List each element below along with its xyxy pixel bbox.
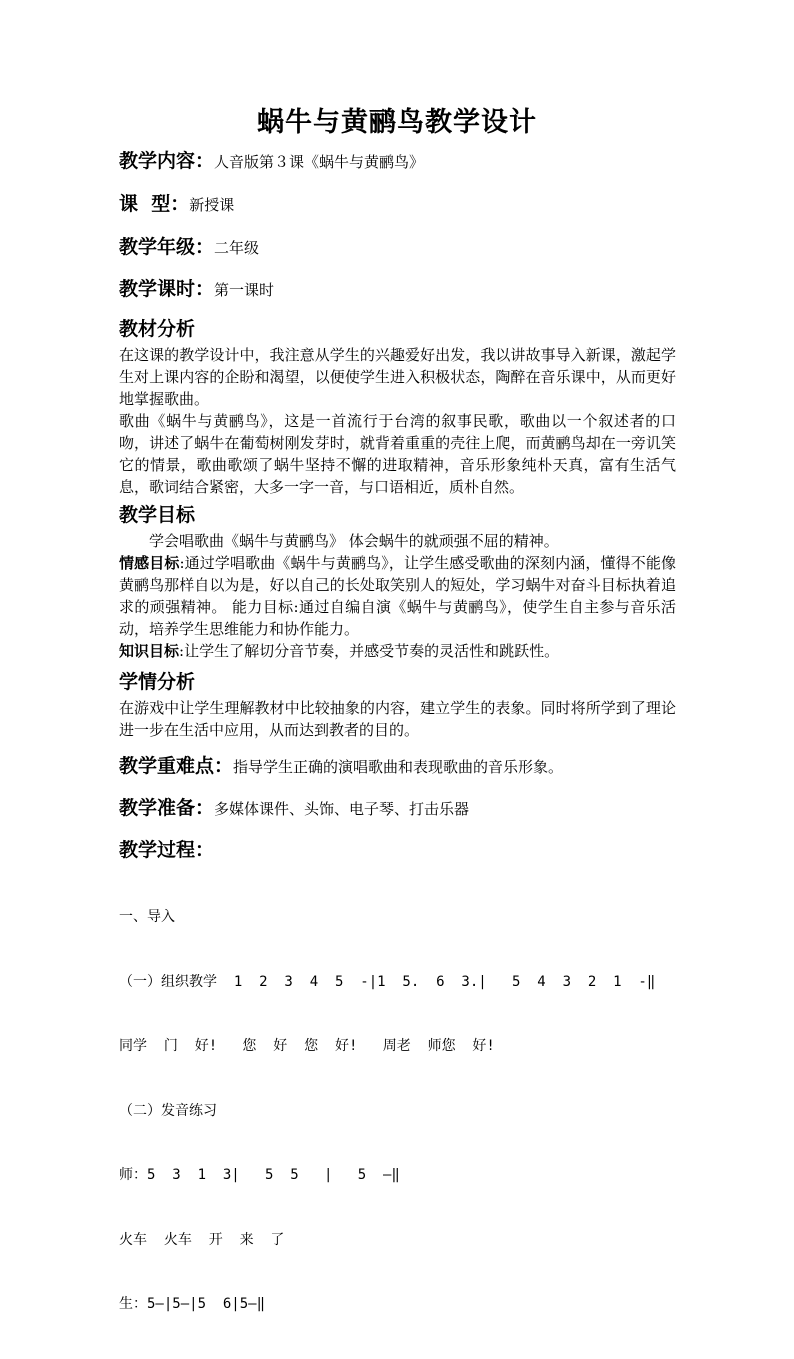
analysis-paragraph: 在这课的教学设计中，我注意从学生的兴趣爱好出发，我以讲故事导入新课，激起学生对上课内容的企盼和渴望，以便使学生进入积极状态，陶醉在音乐课中，从而更好地掌握歌曲。	[119, 346, 676, 408]
info-type	[119, 189, 676, 216]
knowledge-goal	[119, 640, 676, 662]
info-value: 二年级	[214, 239, 260, 257]
knowledge-label: 知识目标	[119, 642, 180, 660]
process-line: 火车 火车 开 来 了	[119, 1231, 285, 1248]
info-content	[119, 146, 676, 173]
info-value: 新授课	[189, 196, 235, 214]
key-points	[119, 751, 676, 778]
info-label: 课 型：	[119, 193, 190, 215]
preparation	[119, 793, 676, 820]
emotion-label: 情感目标	[119, 554, 180, 572]
info-hours	[119, 274, 676, 301]
goals-body	[119, 530, 676, 662]
process-line: 师：5 3 1 3| 5 5 | 5 —‖	[119, 1167, 400, 1183]
situation-body: 在游戏中让学生理解教材中比较抽象的内容，建立学生的表象。同时将所学到了理论进一步在生活中应用，从而达到教者的目的。	[119, 699, 676, 739]
preparation-label: 教学准备：	[119, 797, 215, 819]
knowledge-text: :让学生了解切分音节奏，并感受节奏的灵活性和跳跃性。	[179, 642, 560, 660]
process-line: （二）发音练习	[119, 1102, 217, 1119]
info-grade	[119, 232, 676, 259]
situation-heading: 学情分析	[119, 671, 196, 693]
preparation-value: 多媒体课件、头饰、电子琴、打击乐器	[214, 800, 470, 818]
info-label: 教学内容：	[119, 150, 215, 172]
info-label: 教学年级：	[119, 236, 215, 258]
process-line: 生：5—|5—|5 6|5—‖	[119, 1296, 266, 1312]
analysis-paragraph: 歌曲《蜗牛与黄鹂鸟》，这是一首流行于台湾的叙事民歌，歌曲以一个叙述者的口吻，讲述了蜗牛在葡萄树刚发芽时，就背着重重的壳往上爬，而黄鹂鸟却在一旁讥笑它的情景，歌曲歌颂了蜗牛坚持不懈的进取精神，音乐形象纯朴天真，富有生活气息，歌词结合紧密，大多一字一音，与口语相近，质朴自然。	[119, 412, 676, 496]
process-line: 同学 门 好! 您 好 您 好! 周老 师您 好!	[119, 1038, 495, 1054]
goals-line: 学会唱歌曲《蜗牛与黄鹂鸟》 体会蜗牛的就顽强不屈的精神。	[149, 532, 559, 550]
goals-heading: 教学目标	[119, 504, 196, 526]
analysis-body	[119, 344, 676, 498]
key-points-value: 指导学生正确的演唱歌曲和表现歌曲的音乐形象。	[233, 758, 564, 776]
info-label: 教学课时：	[119, 278, 215, 300]
process-heading: 教学过程：	[119, 839, 215, 861]
process-line: 一、导入	[119, 909, 175, 925]
emotion-goal	[119, 552, 676, 640]
analysis-heading: 教材分析	[119, 318, 196, 340]
document-title: 蜗牛与黄鹂鸟教学设计	[257, 107, 537, 138]
info-value: 人音版第３课《蜗牛与黄鹂鸟》	[214, 153, 425, 171]
emotion-text: :通过学唱歌曲《蜗牛与黄鹂鸟》，让学生感受歌曲的深刻内涵，懂得不能像黄鹂鸟那样自以为是，好以自己的长处取笑别人的短处，学习蜗牛对奋斗目标执着追求的顽强精神。 能力目标:通过自编自演《蜗牛与黄鹂鸟》，使学生自主参与音乐活动，培养学生思维能力和协作能力。	[119, 554, 676, 638]
process-body	[119, 864, 676, 1359]
process-line: （一）组织教学 1 2 3 4 5 -|1 5. 6 3.| 5 4 3 2 1 -‖	[119, 973, 656, 990]
info-value: 第一课时	[214, 281, 275, 299]
key-points-label: 教学重难点：	[119, 755, 234, 777]
